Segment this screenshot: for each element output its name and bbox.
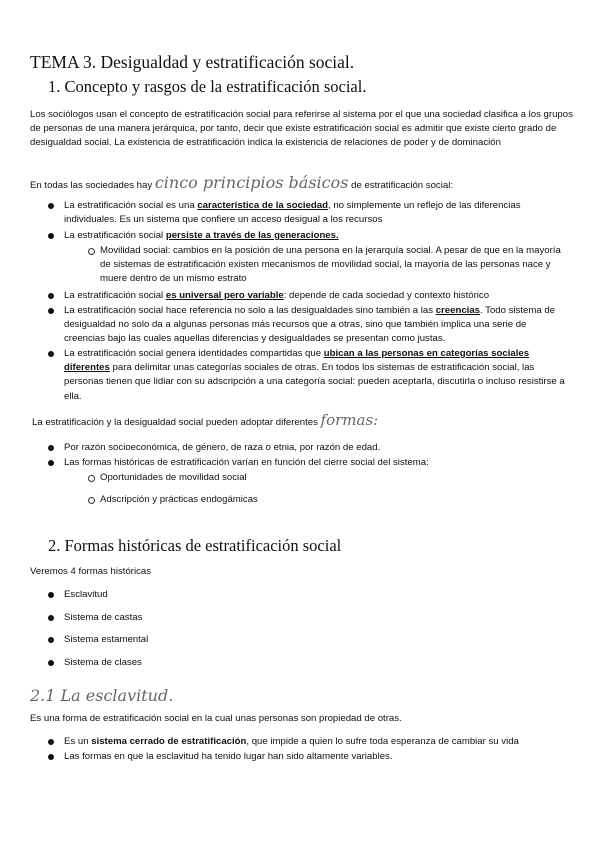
- principle-5-text-b: para delimitar unas categorías sociales de otras. En todos los sistemas de estratificación social, las personas tienen que lidiar con su adscripción a una categoría social: pueden aceptarla, discutirla o incluso resistirse a ella.: [64, 362, 565, 402]
- principles-pre: En todas las sociedades hay: [30, 180, 153, 191]
- formas-pre: La estratificación y la desigualdad social pueden adoptar diferentes: [32, 417, 318, 428]
- principle-3-text-b: : depende de cada sociedad y contexto histórico: [283, 290, 490, 301]
- principle-5-text-a: La estratificación social genera identidades compartidas que: [64, 348, 324, 359]
- section21-heading: 2.1 La esclavitud.: [30, 686, 174, 705]
- document-title: TEMA 3. Desigualdad y estratificación social.: [30, 52, 355, 72]
- esclavitud-point-1: [64, 735, 569, 749]
- principle-2-underline: persiste a través de las generaciones.: [165, 230, 339, 241]
- principles-line: [30, 173, 575, 193]
- principle-1-text-a: La estratificación social es una: [64, 200, 198, 211]
- sub-bullet-icon: [88, 497, 95, 504]
- bullet-icon: [48, 592, 54, 598]
- principle-2: [64, 229, 569, 243]
- principle-1: [64, 199, 569, 227]
- bullet-icon: [48, 445, 54, 451]
- bullet-icon: [48, 351, 54, 357]
- principle-1-text-b: , no simplemente un reflejo de las diferencias individuales. Es un sistema que confiere un acceso desigual a los recursos: [64, 200, 521, 226]
- principle-4: [64, 304, 569, 347]
- esclavitud-point-1-a: Es un: [64, 736, 92, 747]
- bullet-icon: [48, 739, 54, 745]
- principle-3-text-a: La estratificación social: [64, 290, 166, 301]
- principle-2-text-a: La estratificación social: [64, 230, 166, 241]
- forma-2-sub-2: Adscripción y prácticas endogámicas: [100, 494, 258, 505]
- principle-5-underline: ubican a las personas en categorías sociales diferentes: [64, 348, 530, 374]
- bullet-icon: [48, 460, 54, 466]
- bullet-icon: [48, 637, 54, 643]
- principle-1-underline: característica de la sociedad: [197, 200, 328, 211]
- sub-bullet-icon: [88, 248, 95, 255]
- forma-2: Las formas históricas de estratificación varían en función del cierre social del sistema:: [64, 457, 429, 468]
- section1-heading: 1. Concepto y rasgos de la estratificación social.: [48, 77, 367, 96]
- section2-heading: 2. Formas históricas de estratificación social: [48, 536, 342, 555]
- bullet-icon: [48, 203, 54, 209]
- principle-4-underline: creencias: [435, 305, 480, 316]
- historic-form-item: Sistema de castas: [64, 612, 143, 623]
- bullet-icon: [48, 660, 54, 666]
- bullet-icon: [48, 754, 54, 760]
- historic-form-item: Sistema estamental: [64, 634, 149, 645]
- section2-intro: Veremos 4 formas históricas: [30, 566, 152, 577]
- section21-intro: Es una forma de estratificación social en la cual unas personas son propiedad de otras.: [30, 713, 402, 724]
- esclavitud-point-2: Las formas en que la esclavitud ha tenido lugar han sido altamente variables.: [64, 751, 393, 762]
- forma-1: Por razón socioeconómica, de género, de raza o etnia, por razón de edad.: [64, 442, 381, 453]
- sub-bullet-icon: [88, 475, 95, 482]
- principle-5: [64, 347, 569, 404]
- principles-fancy: cinco principios básicos: [154, 173, 349, 192]
- forma-2-sub-1: Oportunidades de movilidad social: [100, 472, 247, 483]
- bullet-icon: [48, 233, 54, 239]
- bullet-icon: [48, 293, 54, 299]
- principle-3-underline: es universal pero variable: [165, 290, 284, 301]
- formas-line: [32, 413, 378, 430]
- bullet-icon: [48, 308, 54, 314]
- principle-2-sub: Movilidad social: cambios en la posición de una persona en la jerarquía social. A pesar de que en la mayoría de sistemas de estratificación existen mecanismos de movilidad social, la mayoría de las personas nace y muere dentro de un mismo estrato: [100, 245, 561, 285]
- historic-form-item: Esclavitud: [64, 589, 108, 600]
- principle-3: [64, 289, 569, 303]
- bullet-icon: [48, 615, 54, 621]
- esclavitud-point-1-b: , que impide a quien lo sufre toda esperanza de cambiar su vida: [246, 736, 519, 747]
- section1-intro: Los sociólogos usan el concepto de estratificación social para referirse al sistema por el que una sociedad clasifica a los grupos de personas de una manera jerárquica, por tanto, decir que existe estratificación social es admitir que existe cierto grado de desigualdad social. La existencia de estratificación indica la existencia de relaciones de poder y de dominación: [30, 109, 573, 149]
- principle-4-text-b: . Todo sistema de desigualdad no solo da a algunas personas más recursos que a otras, sino que también implica una serie de creencias bajo las cuales aquellas diferencias y desigualdades se presentan como justas.: [64, 305, 556, 345]
- principles-post: de estratificación social:: [351, 180, 453, 191]
- principle-4-text-a: La estratificación social hace referencia no solo a las desigualdades sino también a las: [64, 305, 436, 316]
- historic-form-item: Sistema de clases: [64, 657, 142, 668]
- esclavitud-point-1-bold: sistema cerrado de estratificación: [91, 736, 247, 747]
- formas-fancy: formas:: [320, 411, 379, 429]
